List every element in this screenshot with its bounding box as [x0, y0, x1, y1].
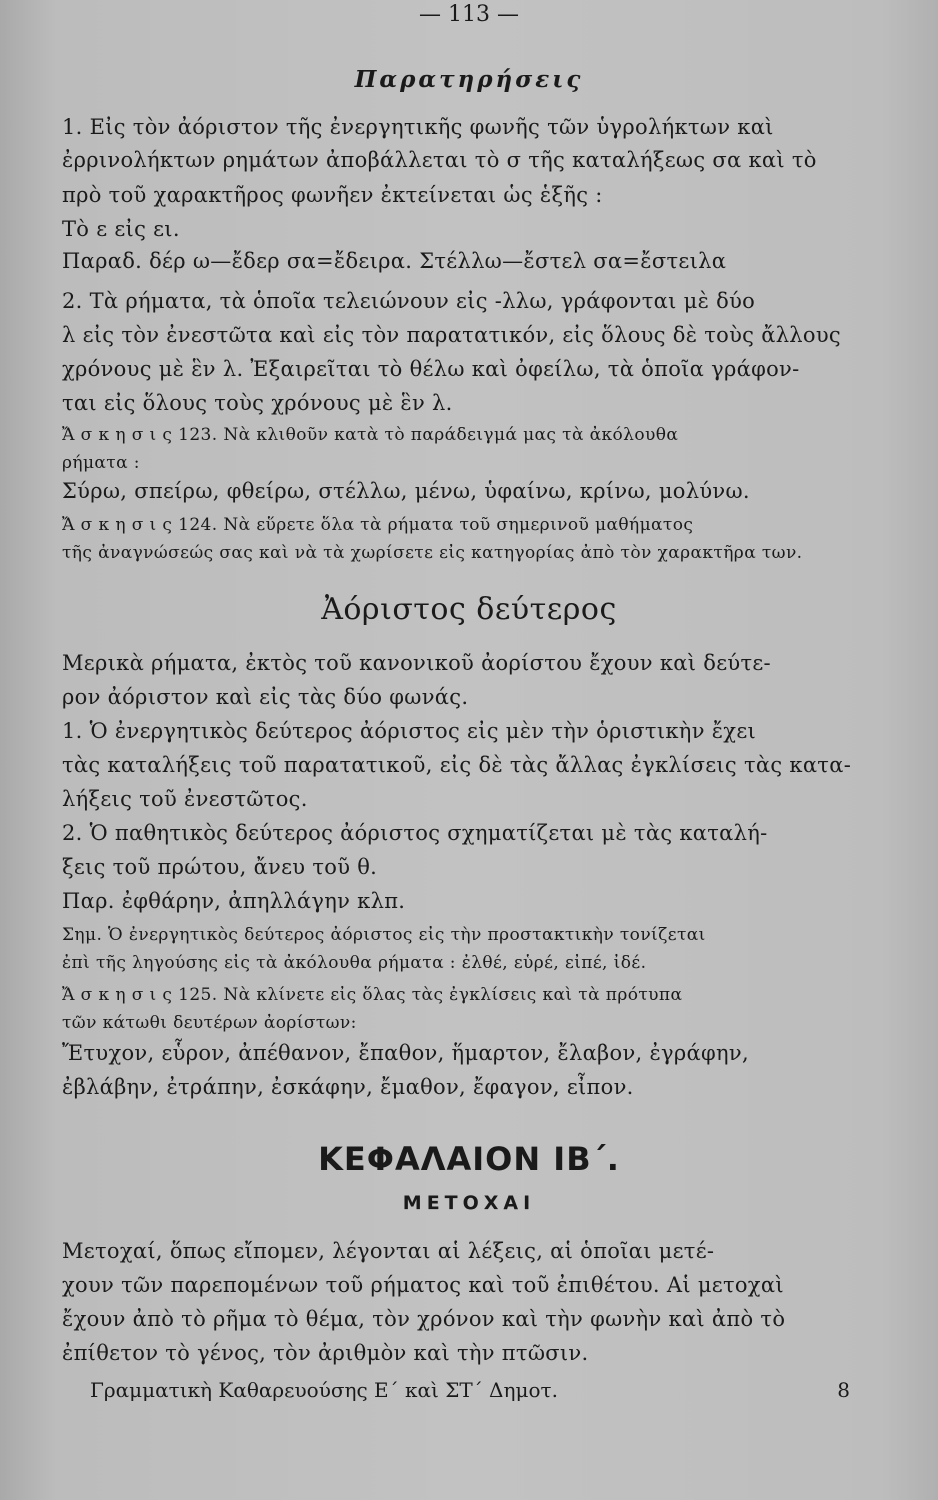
- heading-chapter: ΚΕΦΑΛΑΙΟΝ ΙΒ΄.: [318, 1140, 620, 1178]
- text-line: ἔχουν ἀπὸ τὸ ρῆμα τὸ θέμα, τὸν χρόνον καὶ τὴν φωνὴν καὶ ἀπὸ τὸ: [62, 1307, 786, 1331]
- heading-metoxai: ΜΕΤΟΧΑΙ: [402, 1192, 536, 1214]
- text-line: Παραδ. δέρ ω—ἔδερ σα=ἔδειρα. Στέλλω—ἔστελ σα=ἔστειλα: [62, 249, 727, 273]
- text-line: πρὸ τοῦ χαρακτῆρος φωνῆεν ἐκτείνεται ὡς ἑξῆς :: [62, 183, 603, 207]
- text-line: ρον ἀόριστον καὶ εἰς τὰς δύο φωνάς.: [62, 685, 469, 709]
- text-line: ἐπίθετον τὸ γένος, τὸν ἀριθμὸν καὶ τὴν πτῶσιν.: [62, 1341, 589, 1365]
- text-line: τὰς καταλήξεις τοῦ παρατατικοῦ, εἰς δὲ τὰς ἄλλας ἐγκλίσεις τὰς κατα-: [62, 753, 852, 777]
- page-number: — 113 —: [419, 2, 519, 27]
- footer-title: Γραμματικὴ Καθαρευούσης Ε΄ καὶ ΣΤ΄ Δημοτ.: [90, 1378, 558, 1402]
- exercise-123-line: Ἄ σ κ η σ ι ς 123. Νὰ κλιθοῦν κατὰ τὸ παράδειγμά μας τὰ ἀκόλουθα: [62, 425, 679, 445]
- footer-signature: 8: [837, 1378, 850, 1402]
- text-line: ται εἰς ὅλους τοὺς χρόνους μὲ ἓν λ.: [62, 391, 453, 415]
- text-line: 2. Ὁ παθητικὸς δεύτερος ἀόριστος σχηματίζεται μὲ τὰς καταλή-: [62, 821, 768, 845]
- aorist-list: Ἔτυχον, εὗρον, ἀπέθανον, ἔπαθον, ἥμαρτον, ἔλαβον, ἐγράφην,: [62, 1041, 749, 1065]
- exercise-124-line: Ἄ σ κ η σ ι ς 124. Νὰ εὕρετε ὅλα τὰ ρήματα τοῦ σημερινοῦ μαθήματος: [62, 515, 694, 535]
- note-line: ἐπὶ τῆς ληγούσης εἰς τὰ ἀκόλουθα ρήματα : ἐλθέ, εὑρέ, εἰπέ, ἰδέ.: [62, 953, 647, 973]
- exercise-125-line: Ἄ σ κ η σ ι ς 125. Νὰ κλίνετε εἰς ὅλας τὰς ἐγκλίσεις καὶ τὰ πρότυπα: [62, 985, 683, 1005]
- text-line: 2. Τὰ ρήματα, τὰ ὁποῖα τελειώνουν εἰς -λλω, γράφονται μὲ δύο: [62, 289, 756, 313]
- text-line: Τὸ ε εἰς ει.: [62, 217, 180, 241]
- text-line: 1. Εἰς τὸν ἀόριστον τῆς ἐνεργητικῆς φωνῆς τῶν ὑγρολήκτων καὶ: [62, 115, 774, 139]
- text-line: ἐρρινολήκτων ρημάτων ἀποβάλλεται τὸ σ τῆς καταλήξεως σα καὶ τὸ: [62, 148, 817, 172]
- exercise-123-line: ρήματα :: [62, 453, 140, 473]
- exercise-125-line: τῶν κάτωθι δευτέρων ἀορίστων:: [62, 1013, 357, 1033]
- exercise-124-line: τῆς ἀναγνώσεώς σας καὶ νὰ τὰ χωρίσετε εἰς κατηγορίας ἀπὸ τὸν χαρακτῆρα των.: [62, 543, 803, 563]
- note-line: Σημ. Ὁ ἐνεργητικὸς δεύτερος ἀόριστος εἰς τὴν προστακτικὴν τονίζεται: [62, 925, 706, 945]
- text-line: χουν τῶν παρεπομένων τοῦ ρήματος καὶ τοῦ ἐπιθέτου. Αἱ μετοχαὶ: [62, 1273, 784, 1297]
- text-line: ξεις τοῦ πρώτου, ἄνευ τοῦ θ.: [62, 855, 378, 879]
- text-line: Παρ. ἐφθάρην, ἀπηλλάγην κλπ.: [62, 889, 406, 913]
- heading-observations: Παρατηρήσεις: [354, 66, 584, 93]
- text-line: 1. Ὁ ἐνεργητικὸς δεύτερος ἀόριστος εἰς μὲν τὴν ὁριστικὴν ἔχει: [62, 719, 757, 743]
- text-line: Μερικὰ ρήματα, ἐκτὸς τοῦ κανονικοῦ ἀορίστου ἔχουν καὶ δεύτε-: [62, 651, 771, 675]
- text-line: χρόνους μὲ ἓν λ. Ἐξαιρεῖται τὸ θέλω καὶ ὀφείλω, τὰ ὁποῖα γράφον-: [62, 357, 800, 381]
- heading-aorist: Ἀόριστος δεύτερος: [321, 592, 617, 627]
- aorist-list: ἐβλάβην, ἐτράπην, ἐσκάφην, ἔμαθον, ἔφαγον, εἶπον.: [62, 1075, 634, 1099]
- text-line: λήξεις τοῦ ἐνεστῶτος.: [62, 787, 308, 811]
- verbs-list: Σύρω, σπείρω, φθείρω, στέλλω, μένω, ὑφαίνω, κρίνω, μολύνω.: [62, 479, 750, 503]
- text-line: λ εἰς τὸν ἐνεστῶτα καὶ εἰς τὸν παρατατικόν, εἰς ὅλους δὲ τοὺς ἄλλους: [62, 323, 841, 347]
- text-line: Μετοχαί, ὅπως εἴπομεν, λέγονται αἱ λέξεις, αἱ ὁποῖαι μετέ-: [62, 1239, 715, 1263]
